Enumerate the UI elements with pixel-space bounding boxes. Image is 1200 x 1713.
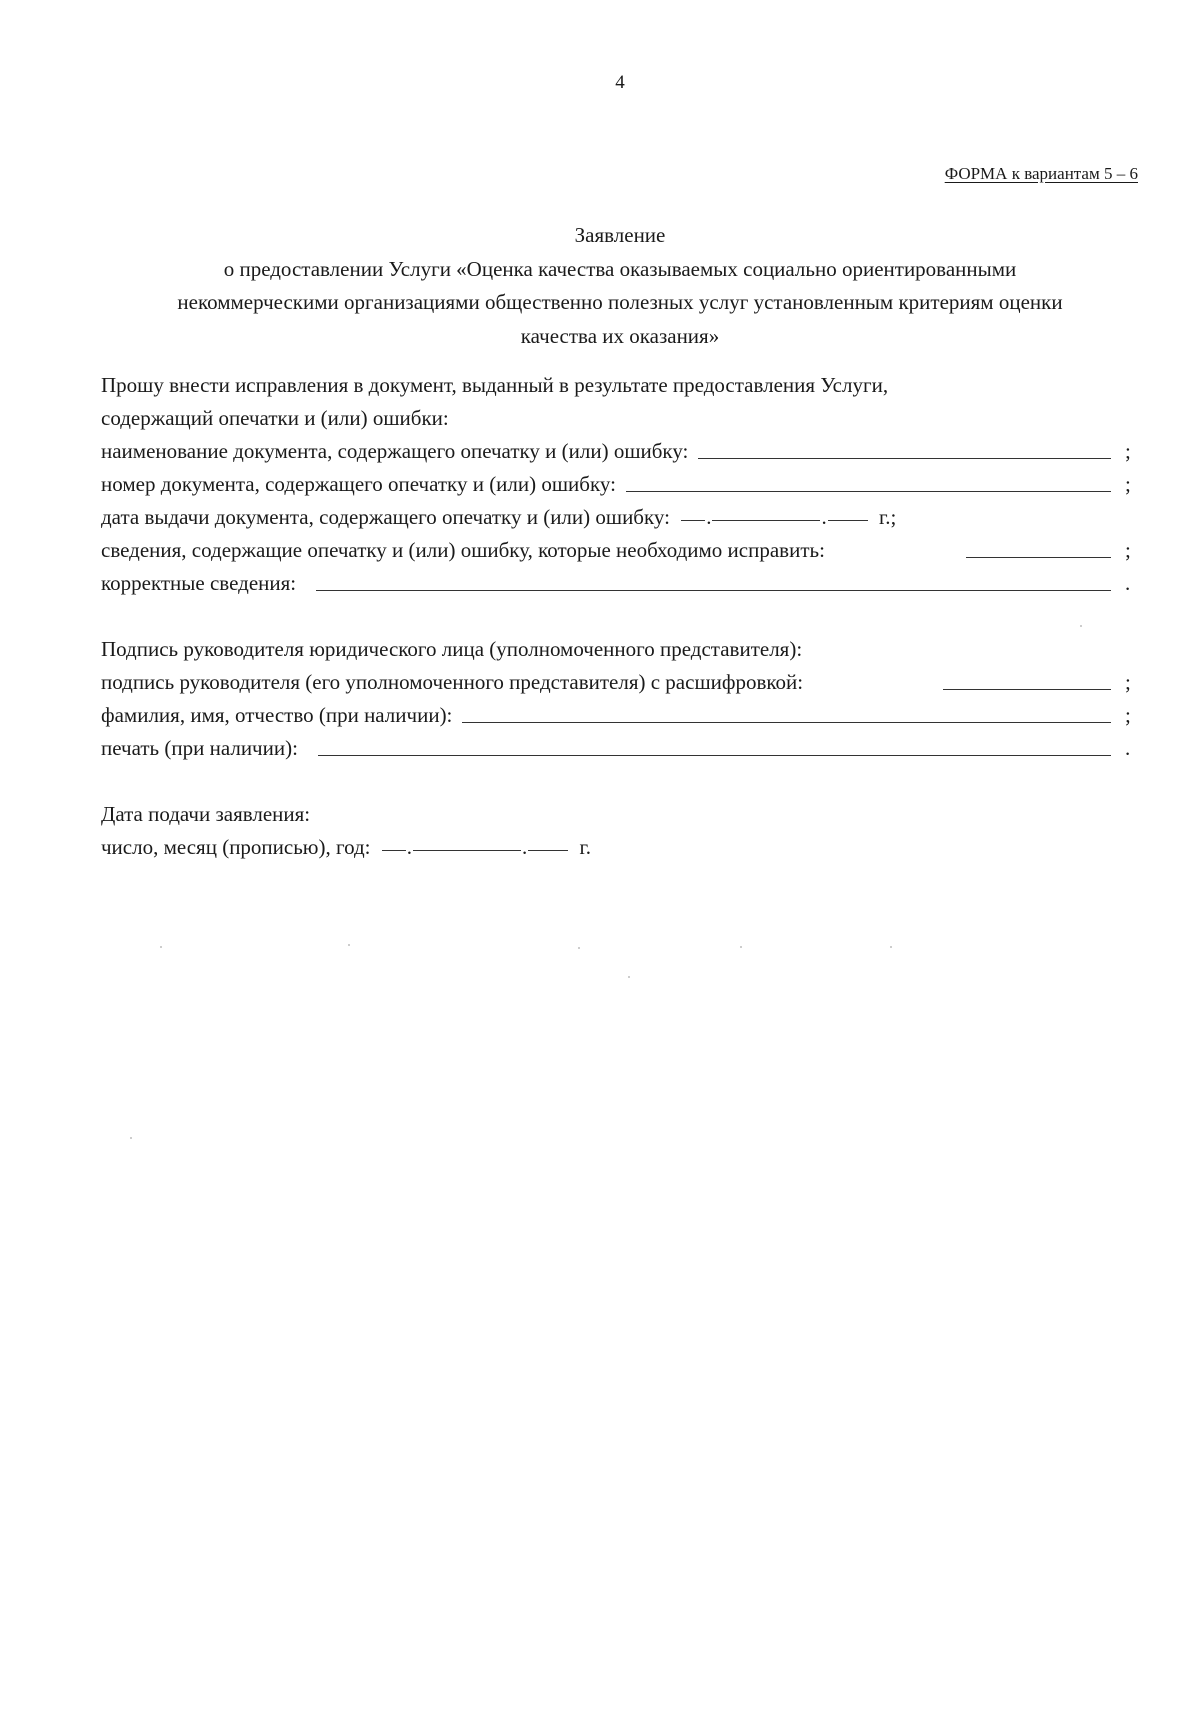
issue-date-label: дата выдачи документа, содержащего опечатку и (или) ошибку: xyxy=(101,505,670,529)
doc-name-label: наименование документа, содержащего опечатку и (или) ошибку: xyxy=(101,439,689,463)
stamp-row xyxy=(101,736,1135,760)
submission-date-row xyxy=(101,835,591,859)
date-dot: . xyxy=(406,835,412,859)
issue-date-suffix: г.; xyxy=(878,505,897,529)
fio-label: фамилия, имя, отчество (при наличии): xyxy=(101,703,453,727)
scan-speck xyxy=(1080,625,1082,627)
date-dot: . xyxy=(706,505,712,529)
scan-speck xyxy=(130,1137,132,1139)
doc-number-row xyxy=(101,472,1135,496)
semicolon: ; xyxy=(1125,538,1131,562)
fio-row xyxy=(101,703,1135,727)
signature-heading: Подпись руководителя юридического лица (уполномоченного представителя): xyxy=(101,637,803,661)
title-line-4: качества их оказания» xyxy=(520,323,720,348)
period: . xyxy=(1125,736,1131,760)
issue-date-month-field[interactable] xyxy=(712,519,820,521)
period: . xyxy=(1125,571,1131,595)
issue-date-day-field[interactable] xyxy=(681,519,705,521)
form-reference: ФОРМА к вариантам 5 – 6 xyxy=(944,164,1138,183)
sign-label: подпись руководителя (его уполномоченного представителя) с расшифровкой: xyxy=(101,670,804,694)
stamp-field[interactable] xyxy=(318,754,1111,756)
issue-date-row xyxy=(101,505,896,529)
semicolon: ; xyxy=(1125,472,1131,496)
wrong-info-label: сведения, содержащие опечатку и (или) ошибку, которые необходимо исправить: xyxy=(101,538,825,562)
stamp-label: печать (при наличии): xyxy=(101,736,298,760)
submission-date-suffix: г. xyxy=(579,835,591,859)
doc-number-label: номер документа, содержащего опечатку и (или) ошибку: xyxy=(101,472,616,496)
scan-speck xyxy=(160,946,162,948)
sign-field[interactable] xyxy=(943,688,1111,690)
title-line-3: некоммерческими организациями общественно полезных услуг установленным критериям оценки xyxy=(177,290,1063,314)
scan-speck xyxy=(348,944,350,946)
submission-date-day-field[interactable] xyxy=(382,849,406,851)
request-intro-line-2: содержащий опечатки и (или) ошибки: xyxy=(101,406,449,430)
title-line-2: о предоставлении Услуги «Оценка качества оказываемых социально ориентированными xyxy=(223,256,1017,281)
wrong-info-row xyxy=(101,538,1135,562)
sign-row xyxy=(101,670,1135,694)
scan-speck xyxy=(740,946,742,948)
page-number: 4 xyxy=(615,72,625,93)
semicolon: ; xyxy=(1125,439,1131,463)
correct-info-label: корректные сведения: xyxy=(101,571,297,595)
doc-number-field[interactable] xyxy=(626,490,1111,492)
submission-date-label: число, месяц (прописью), год: xyxy=(101,835,371,859)
fio-field[interactable] xyxy=(462,721,1111,723)
doc-name-field[interactable] xyxy=(698,457,1111,459)
doc-name-row xyxy=(101,439,1135,463)
scan-speck xyxy=(578,947,580,949)
wrong-info-field[interactable] xyxy=(966,556,1111,558)
title-line-1: Заявление xyxy=(574,223,666,247)
request-intro-line-1: Прошу внести исправления в документ, выданный в результате предоставления Услуги, xyxy=(101,373,889,397)
correct-info-field[interactable] xyxy=(316,589,1111,591)
date-dot: . xyxy=(522,835,528,859)
issue-date-year-field[interactable] xyxy=(828,519,868,521)
scan-speck xyxy=(628,976,630,978)
date-dot: . xyxy=(821,505,827,529)
correct-info-row xyxy=(101,571,1135,595)
document-title xyxy=(100,219,1140,353)
semicolon: ; xyxy=(1125,670,1131,694)
scan-speck xyxy=(890,946,892,948)
submission-heading: Дата подачи заявления: xyxy=(101,802,311,826)
semicolon: ; xyxy=(1125,703,1131,727)
submission-date-year-field[interactable] xyxy=(528,849,568,851)
submission-date-month-field[interactable] xyxy=(413,849,521,851)
